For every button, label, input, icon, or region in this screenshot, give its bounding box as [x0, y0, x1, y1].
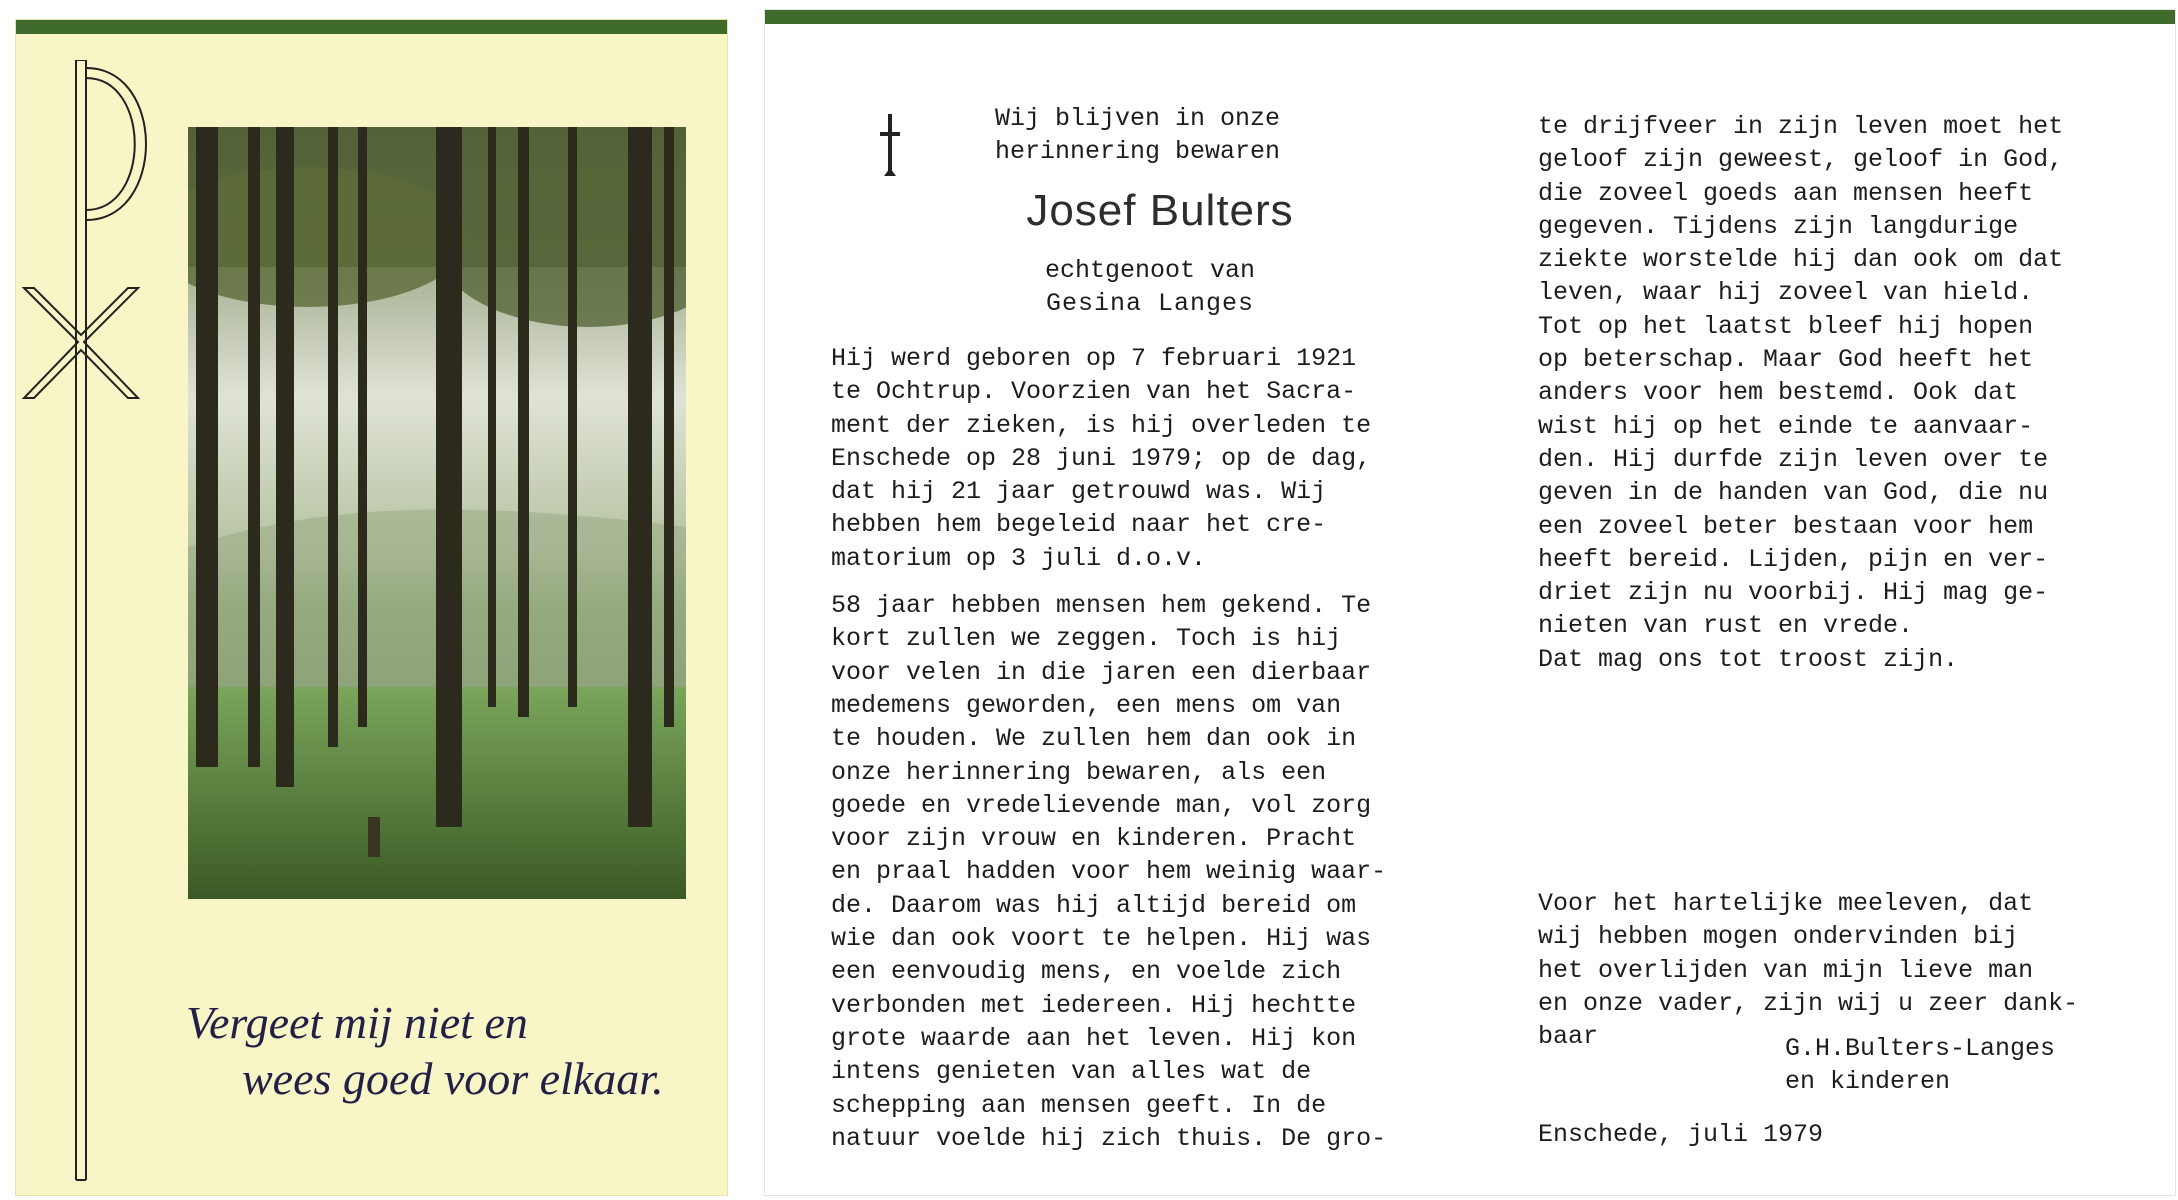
text-line: Voor het hartelijke meeleven, dat [1538, 889, 2034, 918]
text-line: ment der zieken, is hij overleden te [831, 410, 1372, 440]
text-line: gegeven. Tijdens zijn langdurige [1538, 211, 2019, 241]
text-line: baar [1538, 1022, 1599, 1052]
text-line: dat hij 21 jaar getrouwd was. Wij [831, 477, 1327, 507]
text-line: voor velen in die jaren een dierbaar [831, 657, 1372, 687]
forest-photo [188, 127, 686, 899]
text-line: leven, waar hij zoveel van hield. [1538, 278, 2034, 308]
text-line: op beterschap. Maar God heeft het [1538, 345, 2034, 375]
tagline [186, 995, 726, 1107]
biography-paragraph-1 [831, 342, 1411, 575]
front-top-border [16, 20, 727, 34]
text-line: de. Daarom was hij altijd bereid om [831, 890, 1357, 920]
text-line: verbonden met iedereen. Hij hechtte [831, 990, 1357, 1020]
chi-rho-icon [16, 60, 196, 1190]
text-line: schepping aan mensen geeft. In de [831, 1090, 1327, 1120]
text-line: grote waarde aan het leven. Hij kon [831, 1023, 1357, 1053]
text-line: het overlijden van mijn lieve man [1538, 955, 2034, 985]
text-line: nieten van rust en vrede. [1538, 611, 1914, 641]
text-line: 58 jaar hebben mensen hem gekend. Te [831, 591, 1372, 621]
thanks-text [1538, 887, 2128, 1053]
inside-card [765, 10, 2175, 1195]
text-line: te drijfveer in zijn leven moet het [1538, 112, 2064, 141]
tagline-line2: wees goed voor elkaar. [242, 1053, 664, 1104]
text-line: Dat mag ons tot troost zijn. [1538, 644, 1959, 674]
text-line: matorium op 3 juli d.o.v. [831, 543, 1207, 573]
text-line: medemens geworden, een mens om van [831, 690, 1342, 720]
spouse-text [970, 254, 1330, 321]
text-line: den. Hij durfde zijn leven over te [1538, 444, 2049, 474]
text-line: wij hebben mogen ondervinden bij [1538, 922, 2019, 952]
text-line: hebben hem begeleid naar het cre- [831, 510, 1327, 540]
text-line: wist hij op het einde te aanvaar- [1538, 411, 2034, 441]
reflection-column [1538, 110, 2128, 676]
spouse-line2: Gesina Langes [1045, 289, 1255, 319]
intro-line2: herinnering bewaren [995, 137, 1281, 167]
text-line: wie dan ook voort te helpen. Hij was [831, 924, 1372, 954]
biography-paragraph-2 [831, 589, 1411, 1155]
inside-top-border [765, 10, 2175, 24]
text-line: te houden. We zullen hem dan ook in [831, 724, 1357, 754]
biography-column [831, 342, 1411, 1169]
cross-icon [875, 110, 905, 180]
signature-family: en kinderen [1785, 1067, 1951, 1097]
text-line: goede en vredelievende man, vol zorg [831, 790, 1372, 820]
text-line: kort zullen we zeggen. Toch is hij [831, 624, 1342, 654]
text-line: een eenvoudig mens, en voelde zich [831, 957, 1342, 987]
text-line: ziekte worstelde hij dan ook om dat [1538, 245, 2064, 275]
tagline-line1: Vergeet mij niet en [186, 997, 528, 1048]
text-line: natuur voelde hij zich thuis. De gro- [831, 1123, 1387, 1153]
front-card [16, 20, 727, 1195]
spouse-line1: echtgenoot van [1044, 256, 1256, 285]
text-line: intens genieten van alles wat de [831, 1057, 1312, 1087]
text-line: die zoveel goeds aan mensen heeft [1538, 178, 2034, 208]
place-date: Enschede, juli 1979 [1538, 1120, 1824, 1149]
text-line: geloof zijn geweest, geloof in God, [1538, 145, 2064, 175]
intro-text [995, 102, 1325, 169]
signature [1785, 1032, 2145, 1099]
signature-name: G.H.Bulters-Langes [1785, 1034, 2056, 1063]
text-line: Hij werd geboren op 7 februari 1921 [831, 344, 1357, 373]
text-line: driet zijn nu voorbij. Hij mag ge- [1538, 578, 2049, 608]
text-line: en onze vader, zijn wij u zeer dank- [1538, 988, 2079, 1018]
text-line: geven in de handen van God, die nu [1538, 478, 2049, 508]
deceased-name: Josef Bulters [1026, 186, 1294, 235]
text-line: voor zijn vrouw en kinderen. Pracht [831, 824, 1357, 854]
text-line: Enschede op 28 juni 1979; op de dag, [831, 443, 1372, 473]
text-line: onze herinnering bewaren, als een [831, 757, 1327, 787]
text-line: en praal hadden voor hem weinig waar- [831, 857, 1387, 887]
intro-line1: Wij blijven in onze [995, 104, 1281, 133]
text-line: anders voor hem bestemd. Ook dat [1538, 378, 2019, 408]
text-line: te Ochtrup. Voorzien van het Sacra- [831, 377, 1357, 407]
text-line: een zoveel beter bestaan voor hem [1538, 511, 2034, 541]
text-line: Tot op het laatst bleef hij hopen [1538, 311, 2034, 341]
text-line: heeft bereid. Lijden, pijn en ver- [1538, 544, 2049, 574]
